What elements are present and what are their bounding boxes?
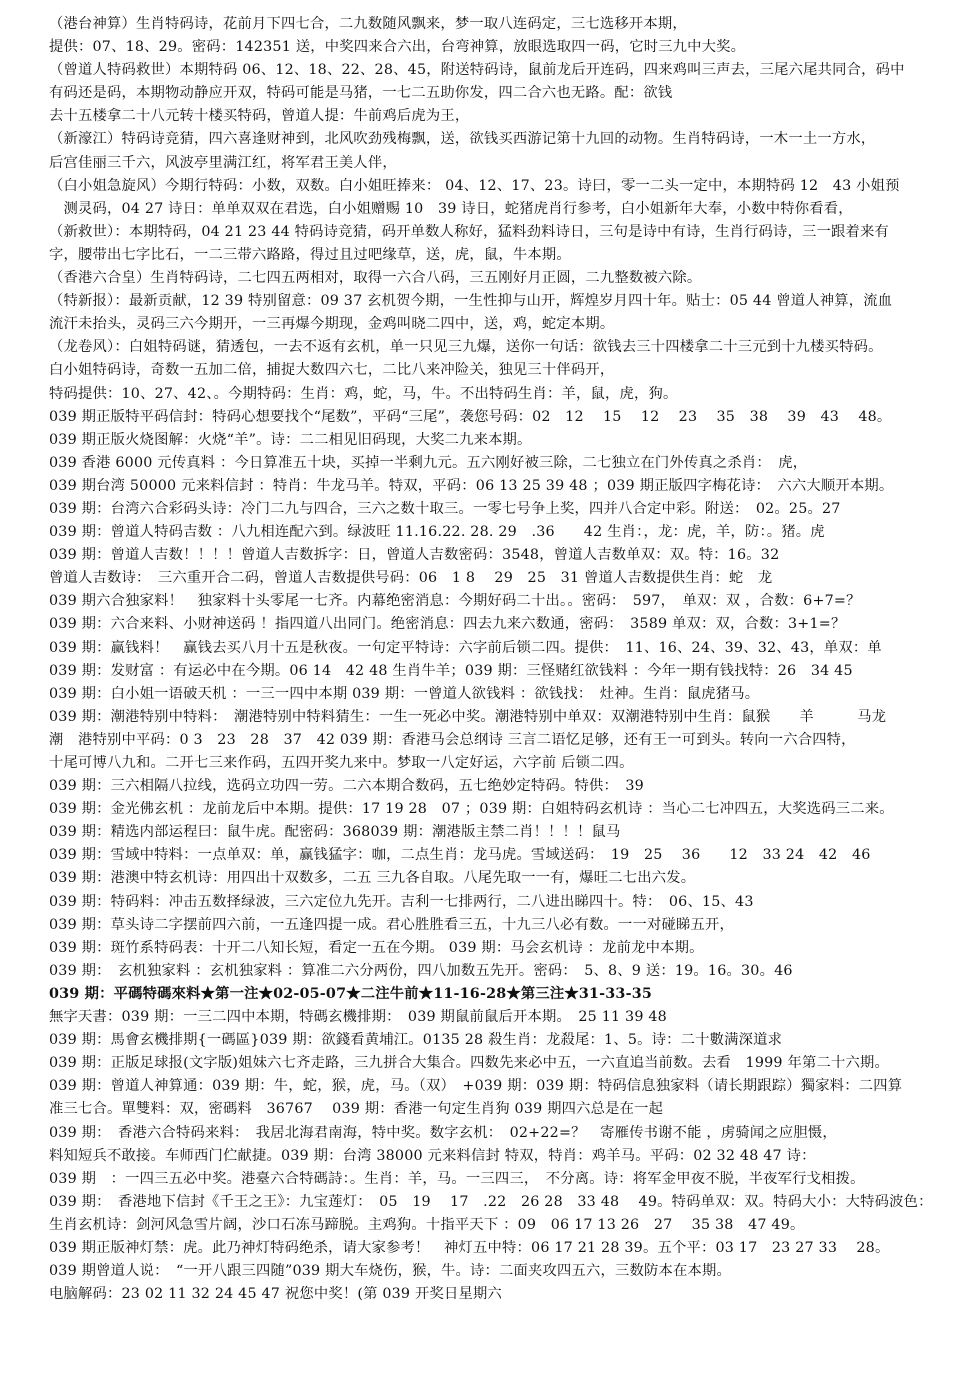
text-line: 039 期：雪域中特料：一点单双：单，赢钱猛字：咖，二点生肖：龙马虎。雪域送码： 19 25 36 12 33 24 42 46 [49, 847, 871, 864]
text-line: 生肖玄机诗：剑河风急雪片阔，沙口石冻马蹄脱。主鸡狗。十指平天下 ：09 06 17 13 26 27 35 38 47 49。 [49, 1216, 805, 1233]
text-line: 039 期：曾道人神算通：039 期：牛，蛇，猴，虎，马。（双） +039 期：039 期：特码信息独家料（请长期跟踪）獨家料：二四算 [49, 1078, 903, 1095]
text-line: 039 期六合独家料！ 独家料十头零尾一七齐。内幕绝密消息：今期好码二十出。。密码： 597， 单双：双 ，合数：6+7=？ [49, 593, 861, 610]
text-line: 039 期：金光佛玄机 ：龙前龙后中本期。提供：17 19 28 07 ；039 期：白姐特码玄机诗 ：当心二七冲四五，大奖选码三二来。 [49, 801, 894, 818]
text-line: 后宫佳丽三千六，风波亭里满江红，将军君王美人伴， [49, 154, 397, 171]
text-line: 039 期正版火烧图解：火烧“羊”。诗：二二相见旧码现，大奖二九来本期。 [49, 431, 532, 448]
text-line: 039 期：特码料：冲击五数择绿波，三六定位九先开。吉利一七排两行，二八进出睇四十。特： 06、15、43 [49, 893, 754, 910]
text-line: （白小姐急旋风）今期行特码：小数，双数。白小姐旺捧来： 04、12、17、23。诗曰，零一二头一定中，本期特码 12 43 小姐预 [49, 177, 900, 194]
text-line: 039 期：六合来料、小财神送码 ！指四道八出同门。绝密消息：四去九来六数通，密码： 3589 单双：双，合数：3+1=？ [49, 616, 846, 633]
text-line: 039 期：台湾六合彩码头诗：冷门二九与四合，三六之数十取三。一零七号争上奖，四并八合定中彩。附送： 02。25。27 [49, 500, 841, 517]
text-line: 039 期：曾道人吉数！！！！曾道人吉数拆字：日，曾道人吉数密码：3548，曾道人吉数单双：双。特：16。32 [49, 547, 780, 564]
text-line: （特新报）：最新贡献，12 39 特别留意：09 37 玄机贺今期，一生性抑与山开，辉煌岁月四十年。贴士：05 44 曾道人神算，流血 [49, 293, 893, 310]
text-line: 039 期曾道人说： “一开八跟三四随”039 期大车烧伤，猴，牛。诗：二面夹攻四五六，三数防本在本期。 [49, 1263, 731, 1280]
text-line: 039 期：港澳中特玄机诗：用四出十双数多，二五 三九各自取。八尾先取一一有，爆旺二七出六发。 [49, 870, 696, 887]
text-line: 039 期： 香港地下信封《千王之王》：九宝莲灯： 05 19 17 .22 26 28 33 48 49。特码单双：双。特码大小：大特码波色： [49, 1193, 933, 1210]
text-line: 去十五楼拿二十八元转十楼买特码，曾道人提：牛前鸡后虎为王， [49, 108, 470, 125]
text-line: 十尾可博八九和。二开七三来作码，五四开奖九来中。梦取一八定好运，六字前 后锁二四。 [49, 755, 634, 771]
text-line: 曾道人吉数诗： 三六重开合二码，曾道人吉数提供号码：06 1 8 29 25 31 曾道人吉数提供生肖：蛇 龙 [49, 570, 773, 587]
text-line: 039 期：馬會玄機排期{一碼區}039 期：欲錢看黄埔江。0135 28 殺生肖：龙殺尾：1、5。诗：二十數满深道求 [49, 1032, 783, 1049]
text-line: （新濠江）特码诗竞猜，四六喜逢财神到，北风吹劲残梅飘，送，欲钱买西游记第十九回的动物。生肖特码诗，一木一土一方水， [49, 131, 876, 148]
text-line: 039 期：斑竹系特码表：十开二八知长短，看定一五在今期。 039 期：马会玄机诗 ：龙前龙中本期。 [49, 939, 704, 956]
text-line: 特码提供：10、27、42、。今期特码：生肖：鸡，蛇，马，牛。不出特码生肖：羊，鼠，虎，狗。 [49, 385, 678, 402]
text-line: （龙卷风）：白姐特码谜，猜透包，一去不返有玄机，单一只见三九爆，送你一句话：欲钱去三十四楼拿二十三元到十九楼买特码。 [49, 339, 883, 356]
text-line: 039 期：白小姐一语破天机 ：一三一四中本期 039 期：一曾道人欲钱料 ：欲钱找： 灶神。生肖：鼠虎猪马。 [49, 685, 760, 702]
text-line: 039 期：三六相隔八拉线，选码立功四一劳。二六本期合数码，五七绝妙定特码。特供： 39 [49, 778, 644, 795]
text-line: 039 香港 6000 元传真料 ：今日算准五十块，买掉一半剩九元。五六刚好被三除，二七独立在门外传真之杀肖： 虎， [49, 454, 808, 471]
text-line: 流汗未抬头，灵码三六今期开，一三再爆今期现，金鸡叫晓二四中，送，鸡，蛇定本期。 [49, 316, 615, 333]
text-line: 039 期 ：一四三五必中奖。港臺六合特碼詩：。生肖：羊，马。一三四三， 不分离。诗：将军金甲夜不脱，半夜军行戈相拨。 [49, 1170, 865, 1187]
text-line: 潮 港特别中平码：0 3 23 28 37 42 039 期：香港马会总纲诗 三言二语忆足够，还有王一可到头。转向一六合四特， [49, 731, 856, 748]
text-line: 039 期：精选内部运程曰：鼠牛虎。配密码：368039 期：潮港版主禁二肖！！！！鼠马 [49, 824, 621, 841]
text-line: 提供：07、18、29。密码：142351 送，中奖四来合六出，台弯神算，放眼选取四一码，它时三九中大奖。 [49, 39, 746, 56]
text-line: （香港六合皇）生肖特码诗，二七四五两相对，取得一六合八码，三五刚好月正圆，二九整数被六除。 [49, 270, 702, 287]
text-line: 039 期：草头诗二字摆前四六前，一五逢四提一成。君心胜胜看三五，十九三八必有数。一一对碰睇五开， [49, 916, 734, 933]
text-line: 039 期：赢钱料！ 赢钱去买八月十五是秋夜。一句定平特诗：六字前后锁二四。提供： 11、16、24、39、32、43，单双：单 [49, 639, 882, 656]
text-line: 测灵码，04 27 诗日：单单双双在君选，白小姐赠赐 10 39 诗日，蛇猪虎肖行参考，白小姐新年大奉，小数中特你看看， [49, 200, 853, 217]
text-line: 准三七合。單雙料：双，密碼料 36767 039 期：香港一句定生肖狗 039 期四六总是在一起 [49, 1101, 664, 1118]
text-line: 039 期正版特平码信封：特码心想要找个“尾数”，平码“三尾”，袭您号码：02 12 15 12 23 35 38 39 43 48。 [49, 408, 892, 425]
text-line: 白小姐特码诗，奇数一五加二倍，捕捉大数四六七，二比八来冲险关，独见三十伴码开， [49, 362, 615, 379]
text-line: 039 期：平碼特碼來料★第一注★02-05-07★二注牛前★11-16-28★第三注★31-33-35 [49, 985, 653, 1002]
text-line: 039 期：潮港特别中特料： 潮港特别中特料猜生：一生一死必中奖。潮港特别中单双：双潮港特别中生肖：鼠猴 羊 马龙 [49, 708, 887, 725]
text-line: 039 期台湾 50000 元来料信封 ：特肖：牛龙马羊。特双，平码：06 13 25 39 48 ；039 期正版四字梅花诗： 六六大顺开本期。 [49, 477, 894, 494]
text-line: 039 期：正版足球报(文字版)姐妹六七齐走路，三九拼合大集合。四数先来必中五，一六直追当前数。去看 1999 年第二十六期。 [49, 1055, 889, 1072]
text-line: 电脑解码：23 02 11 32 24 45 47 祝您中奖！(第 039 开奖日星期六 [49, 1286, 502, 1303]
text-line: 039 期：发财富 ：有运必中在今期。06 14 42 48 生肖牛羊；039 期：三怪赌红欲钱料 ：今年一期有钱找特：26 34 45 [49, 662, 853, 679]
text-line: 039 期正版神灯禁：虎。此乃神灯特码绝杀，请大家参考！ 神灯五中特：06 17 21 28 39。五个平：03 17 23 27 33 28。 [49, 1239, 890, 1256]
text-line: 無字天書：039 期：一三二四中本期，特碼玄機排期： 039 期鼠前鼠后开本期。 25 11 39 48 [49, 1009, 667, 1026]
text-line: 有码还是码，本期物动静应开双，特码可能是马猪，一七二五助你发，四二合六也无路。配：欲钱 [49, 85, 673, 102]
document-body [49, 13, 954, 1306]
text-line: 料知短兵不敢接。车师西门伫献捷。039 期：台湾 38000 元来料信封 特双，特肖：鸡羊马。平码：02 32 48 47 诗： [49, 1147, 816, 1164]
text-line: 字，腰带出七字比石，一二三带六路路，得过且过吧缘草，送，虎，鼠，牛本期。 [49, 246, 571, 263]
text-line: 039 期： 玄机独家料 ：玄机独家料 ：算准二六分两份，四八加数五先开。密码： 5、8、9 送：19。16。30。46 [49, 962, 793, 979]
text-line: 039 期：曾道人特码吉数 ：八九相连配六到。绿波旺 11.16.22. 28. 29 .36 42 生肖：，龙：虎，羊，防：。猪。虎 [49, 524, 825, 541]
text-line: （新救世）：本期特码，04 21 23 44 特码诗竞猜，码开单数人称好，猛料劲料诗日，三句是诗中有诗，生肖行码诗，三一跟着来有 [49, 223, 890, 240]
text-line: （曾道人特码救世）本期特码 06、12、18、22、28、45，附送特码诗，鼠前龙后开连码，四来鸡叫三声去，三尾六尾共同合，码中 [49, 62, 905, 79]
text-line: 039 期： 香港六合特码来料： 我居北海君南海，特中奖。数字玄机： 02+22=？ 寄雁传书谢不能 ，虏骑闻之应胆慑， [49, 1124, 837, 1141]
text-line: （港台神算）生肖特码诗，花前月下四七合，二九数随风飘来，梦一取八连码定，三七选移开本期， [49, 16, 687, 32]
